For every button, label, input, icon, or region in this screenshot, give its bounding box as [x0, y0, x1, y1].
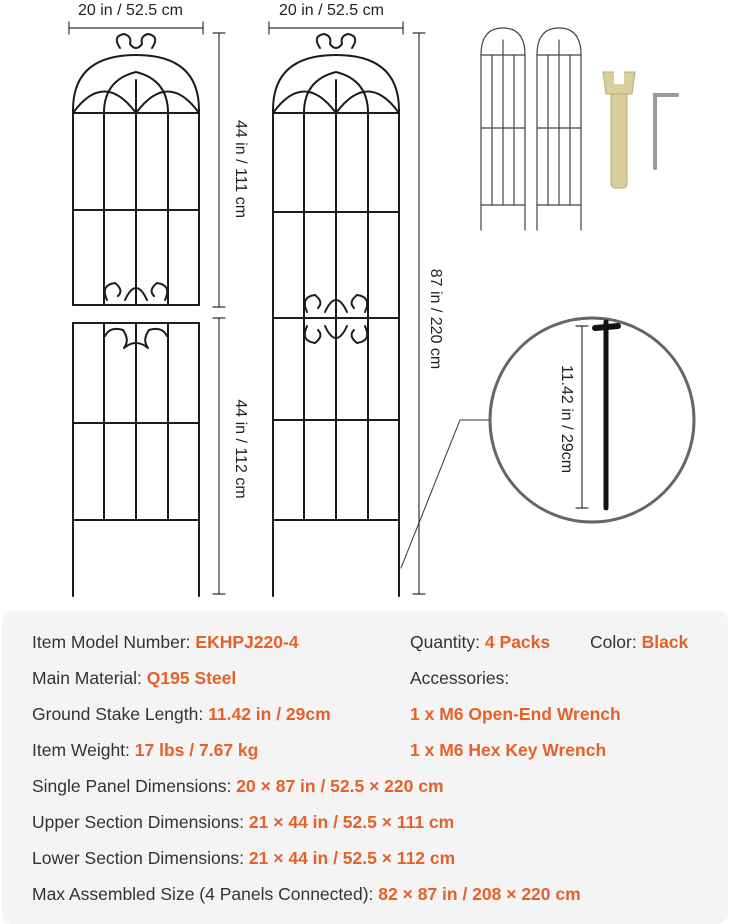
spec-upper-label: Upper Section Dimensions: [32, 812, 245, 832]
spec-weight-value: 17 lbs / 7.67 kg [134, 740, 259, 760]
spec-max-size [32, 884, 581, 905]
open-end-wrench-icon [603, 70, 635, 188]
spec-accessory-hex [410, 740, 606, 761]
full-panel [273, 34, 399, 596]
spec-panel [2, 611, 728, 924]
spec-lower-section [32, 848, 455, 869]
spec-accessory-wrench [410, 704, 621, 725]
lower-section-panel [73, 323, 199, 596]
spec-stake-value: 11.42 in / 29cm [208, 704, 331, 724]
mini-panels [481, 28, 581, 230]
width-label-right: 20 in / 52.5 cm [279, 2, 384, 19]
lower-height-label: 44 in / 112 cm [232, 399, 249, 499]
spec-material-value: Q195 Steel [146, 668, 237, 688]
spec-lower-value: 21 × 44 in / 52.5 × 112 cm [248, 848, 456, 868]
total-height-dimension-line [413, 33, 425, 594]
spec-material-label: Main Material: [32, 668, 142, 688]
spec-material [32, 668, 236, 689]
stake-detail [490, 318, 694, 522]
spec-stake [32, 704, 331, 725]
spec-single-panel [32, 776, 444, 797]
spec-model-value: EKHPJ220-4 [195, 632, 299, 652]
spec-lower-label: Lower Section Dimensions: [32, 848, 245, 868]
lower-height-dimension-line [213, 318, 225, 594]
spec-upper-value: 21 × 44 in / 52.5 × 111 cm [248, 812, 455, 832]
spec-accessory-2: 1 x M6 Hex Key Wrench [410, 740, 607, 760]
spec-upper-section [32, 812, 454, 833]
spec-quantity [410, 632, 550, 653]
spec-stake-label: Ground Stake Length: [32, 704, 204, 724]
width-dimension-line-left [69, 22, 203, 34]
spec-color-value: Black [641, 632, 689, 652]
spec-color-label: Color: [590, 632, 637, 652]
stake-length-label: 11.42 in / 29cm [558, 364, 575, 474]
callout-line [401, 420, 490, 568]
spec-single-label: Single Panel Dimensions: [32, 776, 232, 796]
spec-quantity-value: 4 Packs [484, 632, 551, 652]
upper-section-panel [73, 34, 199, 305]
upper-height-label: 44 in / 111 cm [232, 119, 249, 219]
width-label-left: 20 in / 52.5 cm [78, 2, 183, 19]
spec-max-label: Max Assembled Size (4 Panels Connected): [32, 884, 374, 904]
upper-height-dimension-line [213, 33, 225, 307]
spec-accessory-1: 1 x M6 Open-End Wrench [410, 704, 621, 724]
spec-model-label: Item Model Number: [32, 632, 191, 652]
width-dimension-line-right [269, 22, 403, 34]
spec-single-value: 20 × 87 in / 52.5 × 220 cm [236, 776, 444, 796]
hex-key-icon [655, 95, 677, 168]
spec-accessories-label: Accessories: [410, 668, 510, 688]
spec-max-value: 82 × 87 in / 208 × 220 cm [378, 884, 581, 904]
spec-weight-label: Item Weight: [32, 740, 130, 760]
spec-color [590, 632, 688, 653]
spec-quantity-label: Quantity: [410, 632, 481, 652]
total-height-label: 87 in / 220 cm [427, 268, 444, 370]
spec-weight [32, 740, 258, 761]
spec-model [32, 632, 299, 653]
